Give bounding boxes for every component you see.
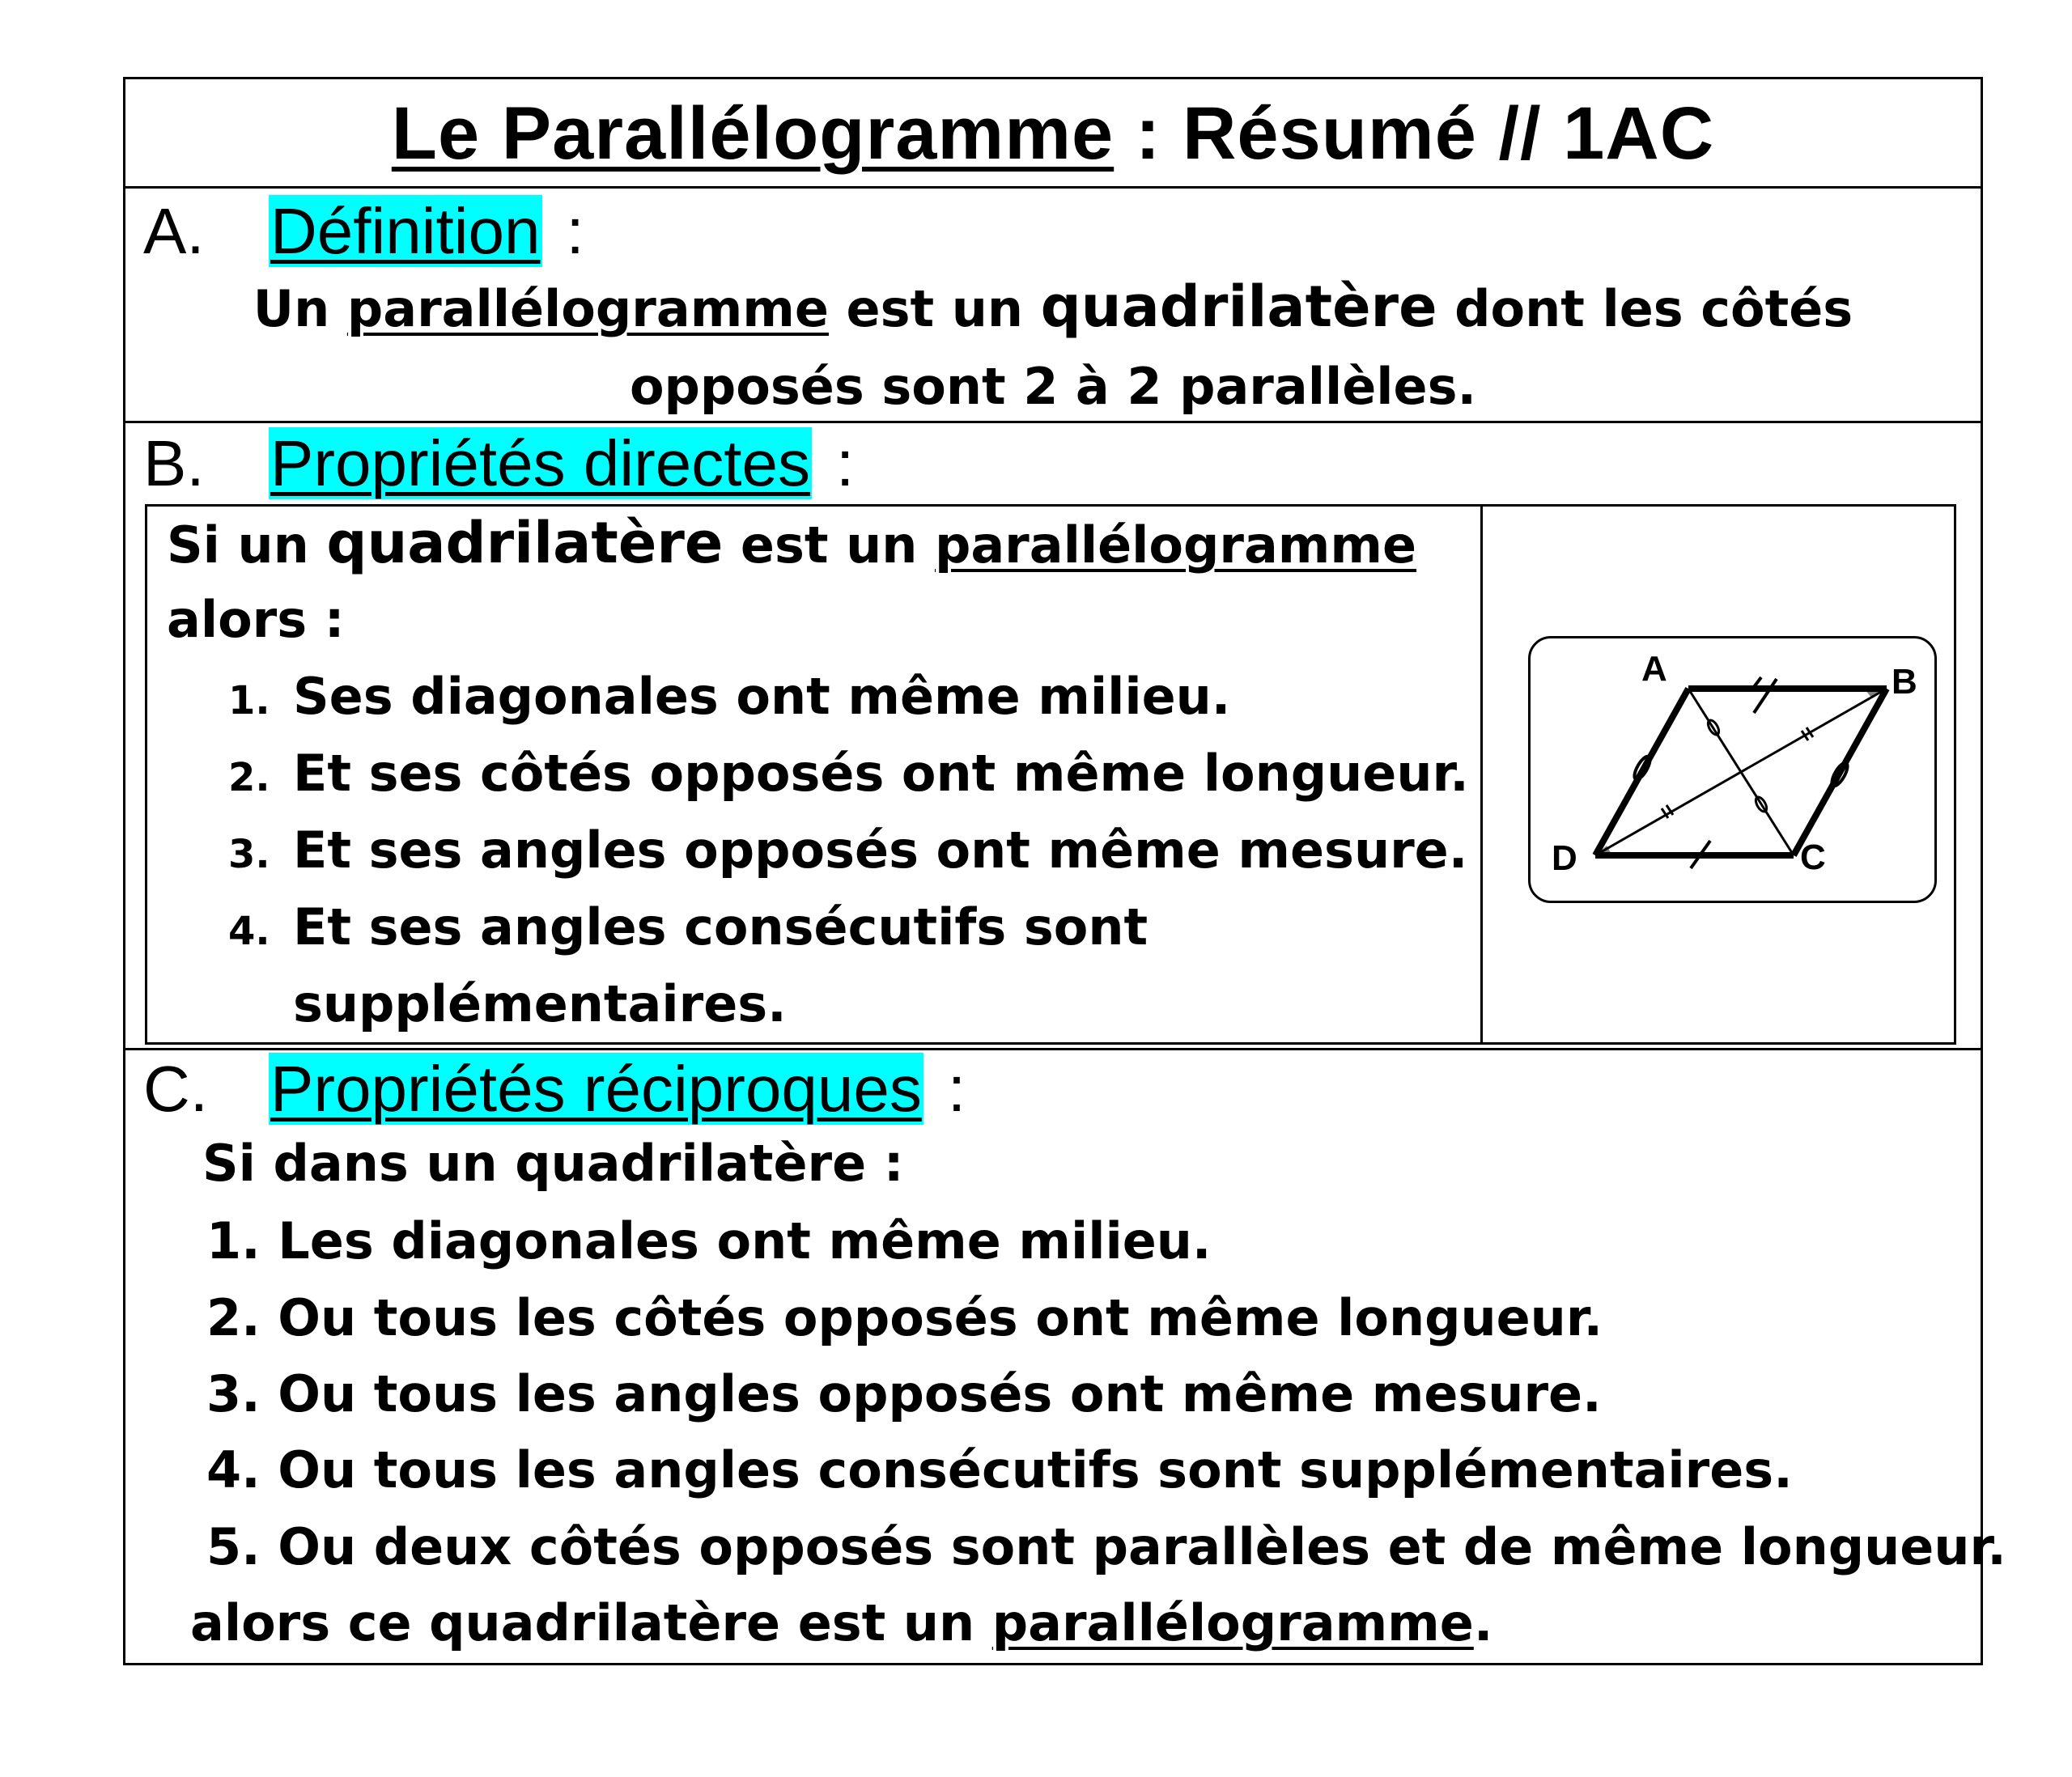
reciprocal-intro: Si dans un quadrilatère :	[202, 1134, 904, 1193]
direct-list-item	[228, 660, 1230, 737]
page-title	[392, 92, 1714, 175]
conclusion-keyword: parallélogramme	[991, 1593, 1474, 1652]
list-text: Et ses côtés opposés ont même longueur.	[293, 744, 1469, 803]
reciprocal-properties-heading	[143, 1053, 966, 1126]
list-number: 2.	[228, 755, 270, 800]
list-text: Et ses angles consécutifs sont	[293, 897, 1149, 956]
direct-properties-text	[147, 507, 1483, 1042]
direct-intro-line-2: alors :	[167, 590, 345, 649]
tick-mark-ab	[1754, 677, 1777, 713]
title-rest: : Résumé // 1AC	[1114, 92, 1715, 175]
definition-heading	[143, 195, 584, 268]
side-da	[1595, 689, 1688, 855]
list-number: 4.	[228, 909, 270, 954]
def-text-part: dont les côtés	[1437, 279, 1853, 338]
definition-line-2: opposés sont 2 à 2 parallèles.	[629, 357, 1477, 416]
vertex-label-a: A	[1641, 649, 1667, 689]
intro-keyword: parallélogramme	[934, 515, 1417, 575]
def-text-part: est un	[828, 279, 1041, 338]
reciprocal-list-item: 2. Ou tous les côtés opposés ont même longueur.	[206, 1288, 1603, 1347]
parallelogram-diagram	[1531, 638, 1937, 903]
parallelogram-figure	[1528, 636, 1937, 903]
vertex-label-c: C	[1800, 838, 1826, 877]
direct-list-item	[228, 891, 1148, 968]
reciprocal-properties-section	[125, 1050, 2006, 1663]
list-text: Et ses angles opposés ont même mesure.	[293, 821, 1468, 880]
direct-list-item	[228, 737, 1469, 814]
summary-sheet	[123, 77, 2006, 1665]
conclusion-end: .	[1473, 1593, 1493, 1652]
definition-line-1	[125, 268, 1981, 348]
reciprocal-list-item: 4. Ou tous les angles consécutifs sont supplémentaires.	[206, 1440, 1793, 1499]
heading-colon: :	[947, 1053, 966, 1125]
direct-properties-heading	[143, 427, 854, 500]
reciprocal-list-item: 3. Ou tous les angles opposés ont même mesure.	[206, 1364, 1602, 1423]
intro-part: est un	[723, 515, 935, 575]
reciprocal-list-item: 1. Les diagonales ont même milieu.	[206, 1211, 1212, 1270]
section-letter-c: C.	[143, 1053, 208, 1125]
direct-list-item	[228, 814, 1467, 891]
heading-colon: :	[566, 195, 584, 267]
title-section	[125, 79, 1981, 189]
conclusion-part: alors ce quadrilatère est un	[190, 1593, 992, 1652]
heading-colon: :	[835, 427, 855, 499]
reciprocal-list-item: 5. Ou deux côtés opposés sont parallèles et de même longueur.	[206, 1517, 2006, 1576]
def-keyword: parallélogramme	[346, 279, 829, 338]
definition-title: Définition	[270, 195, 541, 267]
reciprocal-conclusion	[190, 1584, 1492, 1662]
definition-text	[125, 268, 1981, 426]
def-text-part: Un	[253, 279, 347, 338]
direct-properties-title: Propriétés directes	[270, 427, 810, 499]
list-number: 3.	[228, 832, 270, 877]
list-number: 1.	[228, 678, 270, 723]
intro-part: Si un	[167, 515, 327, 575]
intro-bigword: quadrilatère	[326, 510, 724, 576]
vertex-label-b: B	[1892, 662, 1917, 702]
direct-list-item-continuation: supplémentaires.	[293, 974, 787, 1033]
title-underlined: Le Parallélogramme	[391, 92, 1115, 175]
diagonal-ac	[1688, 689, 1794, 855]
list-text: Ses diagonales ont même milieu.	[293, 667, 1231, 726]
side-cb	[1794, 689, 1887, 855]
section-letter-a: A.	[143, 195, 205, 267]
vertex-label-d: D	[1552, 838, 1577, 878]
section-letter-b: B.	[143, 427, 205, 499]
reciprocal-properties-title: Propriétés réciproques	[270, 1053, 922, 1125]
direct-intro-line-1	[167, 507, 1416, 582]
definition-section	[125, 189, 1981, 423]
def-bigword: quadrilatère	[1040, 274, 1437, 340]
